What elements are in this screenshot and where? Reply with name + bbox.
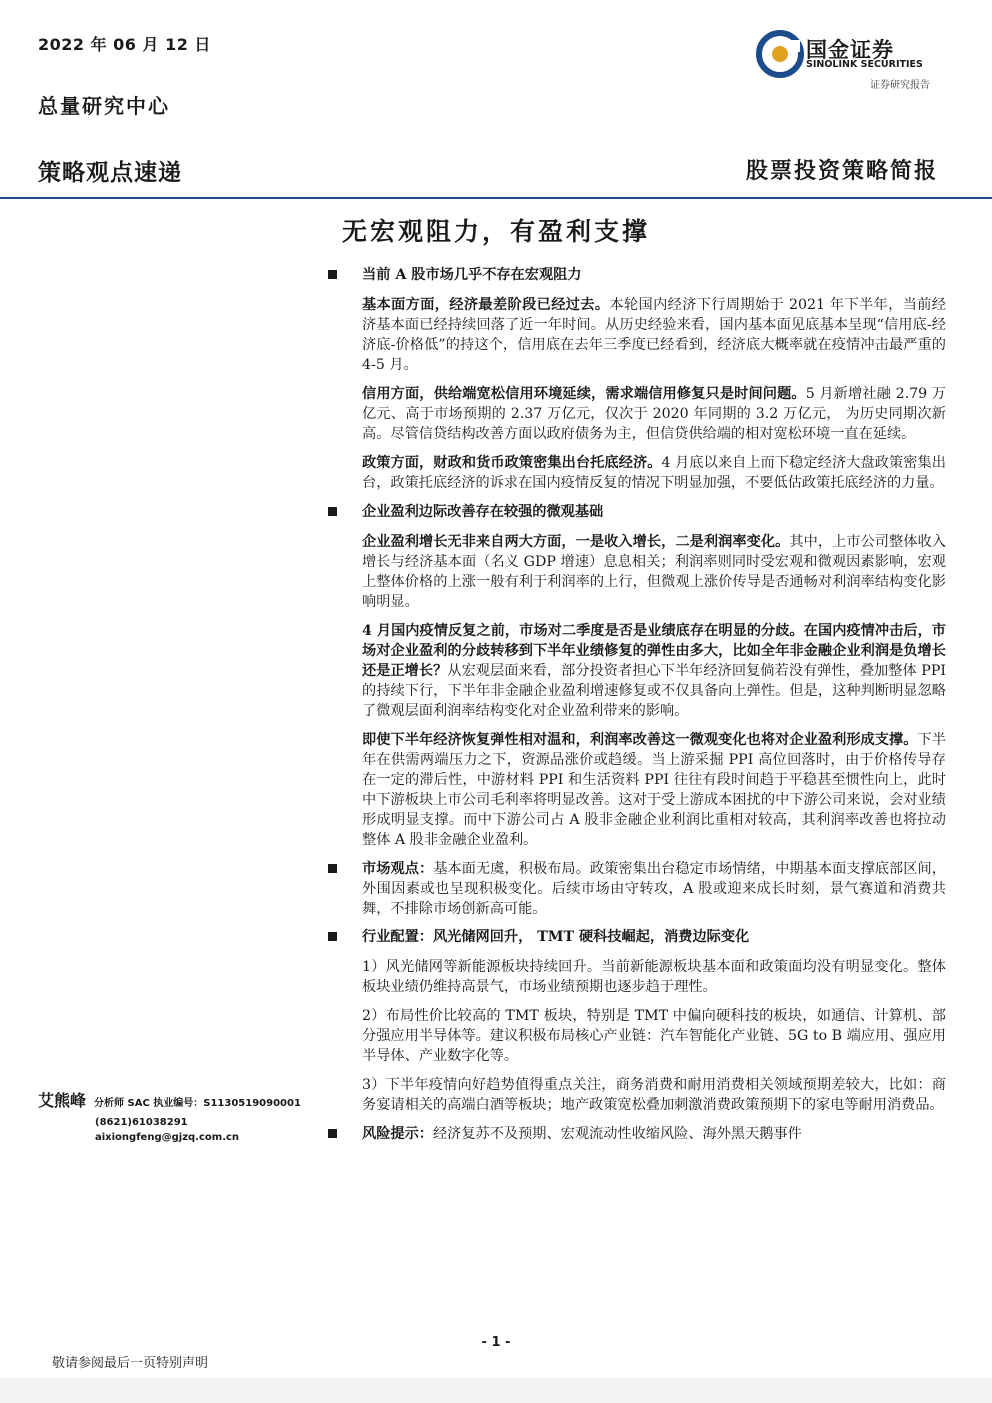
report-headline: 无宏观阻力，有盈利支撑 [341, 217, 650, 246]
section-title: 策略观点速递 [38, 160, 182, 186]
bullet-heading: 企业盈利边际改善存在较强的微观基础 [326, 502, 946, 522]
square-bullet-icon [328, 932, 337, 941]
sac-label: 分析师 SAC 执业编号： [94, 1098, 204, 1109]
analyst-email[interactable]: aixiongfeng@gjzq.com.cn [95, 1132, 240, 1143]
analyst-phone: (8621)61038291 [95, 1117, 188, 1128]
list-item: 2）布局性价比较高的 TMT 板块，特别是 TMT 中偏向硬科技的板块，如通信、计算机、部分强应用半导体等。建议积极布局核心产业链：汽车智能化产业链、5G to B 端应用、强应用半导体、产业数字化等。 [362, 1008, 946, 1064]
report-body [326, 265, 946, 1152]
department-name: 总量研究中心 [38, 94, 170, 118]
logo-name-en: SINOLINK SECURITIES [806, 59, 923, 70]
analyst-info [38, 1088, 308, 1145]
square-bullet-icon [328, 1129, 337, 1138]
square-bullet-icon [328, 270, 337, 279]
square-bullet-icon [328, 864, 337, 873]
disclaimer-note: 敬请参阅最后一页特别声明 [52, 1356, 209, 1371]
analyst-name: 艾熊峰 [38, 1091, 87, 1110]
report-date: 2022 年 06 月 12 日 [38, 35, 211, 54]
market-view: 市场观点：基本面无虞，积极布局。政策密集出台稳定市场情绪，中期基本面支撑底部区间，外围因素或也呈现积极变化。后续市场由守转攻，A 股或迎来成长时刻，景气赛道和消费共舞，不排除市场创新高可能。 [326, 859, 946, 919]
report-type: 股票投资策略简报 [745, 158, 938, 184]
logo-mark-icon [756, 30, 804, 78]
paragraph: 即使下半年经济恢复弹性相对温和，利润率改善这一微观变化也将对企业盈利形成支撑。下半年在供需两端压力之下，资源品涨价或趋缓。当上游采掘 PPI 高位回落时，由于价格传导存在一定的滞后性，中游材料 PPI 和生活资料 PPI 往往有段时间趋于平稳甚至惯性向上，此时中下游板块上市公司毛利率将明显改善。这对于受上游成本困扰的中下游公司来说，会对业绩形成明显支撑。而中下游公司占 A 股非金融企业利润比重相对较高，其利润率改善也将拉动整体 A 股非金融企业盈利。 [362, 732, 946, 848]
square-bullet-icon [328, 507, 337, 516]
logo-subtitle: 证券研究报告 [870, 80, 930, 91]
bullet-heading: 当前 A 股市场几乎不存在宏观阻力 [326, 265, 946, 285]
page-number: - 1 - [481, 1335, 511, 1350]
footer-band [0, 1378, 992, 1403]
sac-number: S1130519090001 [203, 1098, 301, 1109]
logo-name-cn: 国金证券 [806, 38, 894, 62]
paragraph: 企业盈利增长无非来自两大方面，一是收入增长，二是利润率变化。其中，上市公司整体收入增长与经济基本面（名义 GDP 增速）息息相关；利润率则同时受宏观和微观因素影响，宏观上整体价格的上涨一般有利于利润率的上行，但微观上涨价传导是否通畅对利润率结构变化影响明显。 [362, 534, 946, 610]
paragraph: 基本面方面，经济最差阶段已经过去。本轮国内经济下行周期始于 2021 年下半年，当前经济基本面已经持续回落了近一年时间。从历史经验来看，国内基本面见底基本呈现“信用底-经济底-价格低”的持这个，信用底在去年三季度已经看到，经济底大概率就在疫情冲击最严重的 4-5 月。 [362, 297, 946, 373]
paragraph: 4 月国内疫情反复之前，市场对二季度是否是业绩底存在明显的分歧。在国内疫情冲击后，市场对企业盈利的分歧转移到下半年业绩修复的弹性由多大，比如全年非金融企业利润是负增长还是正增长？从宏观层面来看，部分投资者担心下半年经济回复倘若没有弹性，叠加整体 PPI 的持续下行，下半年非金融企业盈利增速修复或不仅具备向上弹性。但是，这种判断明显忽略了微观层面利润率结构变化对企业盈利带来的影响。 [362, 623, 946, 719]
list-item: 1）风光储网等新能源板块持续回升。当前新能源板块基本面和政策面均没有明显变化。整体板块业绩仍维持高景气，市场业绩预期也逐步趋于理性。 [362, 959, 946, 995]
company-logo [756, 26, 956, 94]
paragraph: 政策方面，财政和货币政策密集出台托底经济。4 月底以来自上而下稳定经济大盘政策密集出台，政策托底经济的诉求在国内疫情反复的情况下明显加强，不要低估政策托底经济的力量。 [362, 455, 946, 491]
bullet-heading: 行业配置：风光储网回升， TMT 硬科技崛起，消费边际变化 [326, 927, 946, 947]
list-item: 3）下半年疫情向好趋势值得重点关注，商务消费和耐用消费相关领域预期差较大，比如：商务宴请相关的高端白酒等板块；地产政策宽松叠加刺激消费政策预期下的家电等耐用消费品。 [362, 1077, 946, 1113]
risk-warning: 风险提示：经济复苏不及预期、宏观流动性收缩风险、海外黑天鹅事件 [326, 1124, 946, 1144]
paragraph: 信用方面，供给端宽松信用环境延续，需求端信用修复只是时间问题。5 月新增社融 2.79 万亿元、高于市场预期的 2.37 万亿元，仅次于 2020 年同期的 3.2 万亿元， 为历史同期次新高。尽管信贷结构改善方面以政府债务为主，但信贷供给端的相对宽松环境一直在延续。 [362, 386, 946, 442]
header-divider [0, 197, 992, 199]
